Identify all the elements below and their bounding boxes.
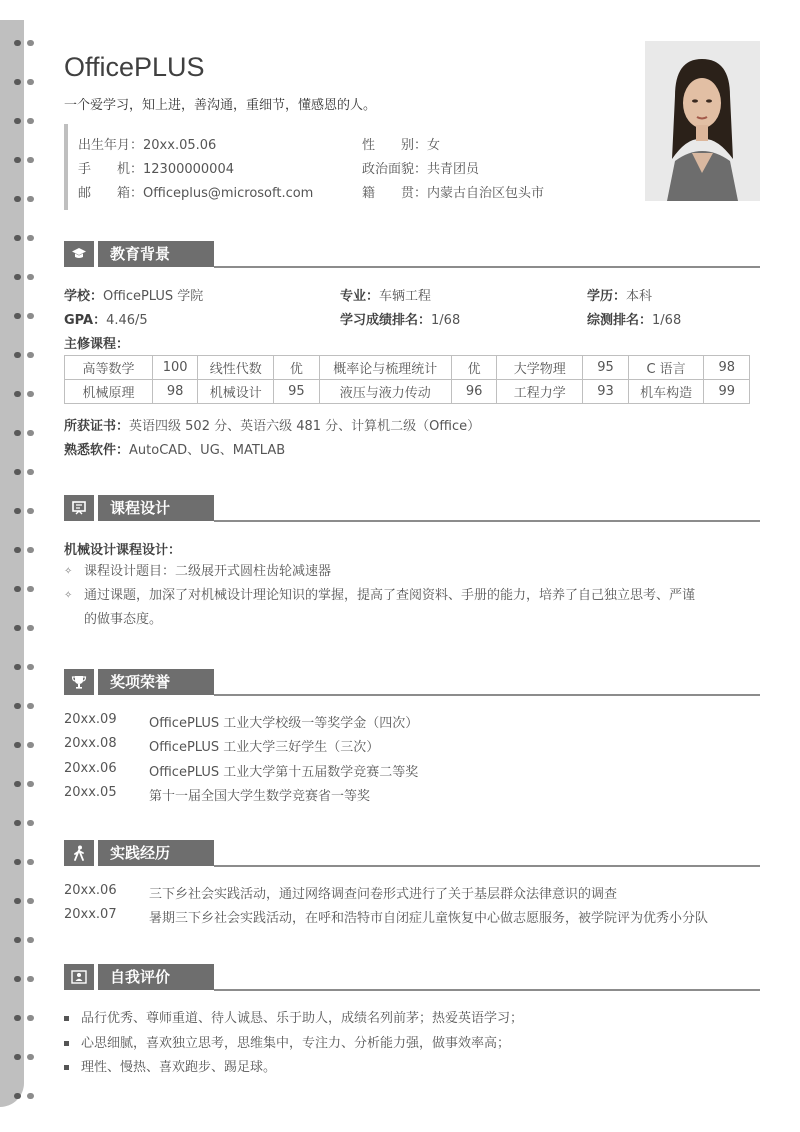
list-item: ✧ 课程设计题目：二级展开式圆柱齿轮减速器 xyxy=(64,560,754,584)
edu-degree: 学历：本科 xyxy=(587,289,653,304)
edu-software: 熟悉软件：AutoCAD、UG、MATLAB xyxy=(64,443,286,458)
edu-overall-rank: 综测排名：1/68 xyxy=(587,313,682,328)
list-item: 理性、慢热、喜欢跑步、踢足球。 xyxy=(64,1056,276,1075)
binding-ring xyxy=(14,740,38,750)
course-name: 机械原理 xyxy=(65,380,153,404)
section-self-eval-header xyxy=(64,964,760,992)
binding-ring xyxy=(14,896,38,906)
binding-ring xyxy=(14,272,38,282)
binding-ring xyxy=(14,779,38,789)
course-score: 96 xyxy=(451,380,496,404)
course-name: 机械设计 xyxy=(198,380,274,404)
binding-ring xyxy=(14,1052,38,1062)
course-name: 大学物理 xyxy=(497,356,583,380)
binding-ring xyxy=(14,1013,38,1023)
section-practice-title: 实践经历 xyxy=(98,840,214,866)
info-phone: 手 机：12300000004 xyxy=(78,162,234,177)
list-item: 品行优秀、尊师重道、待人诚恳、乐于助人，成绩名列前茅；热爱英语学习； xyxy=(64,1007,523,1026)
section-education-header xyxy=(64,241,760,269)
edu-rank: 学习成绩排名：1/68 xyxy=(340,313,461,328)
courses-table xyxy=(64,355,750,404)
square-bullet-icon xyxy=(64,1041,69,1046)
course-score: 98 xyxy=(704,356,750,380)
applicant-name: OfficePLUS xyxy=(64,52,205,82)
section-divider xyxy=(214,989,760,991)
info-accent-bar xyxy=(64,124,68,210)
course-name: 工程力学 xyxy=(497,380,583,404)
section-education-title: 教育背景 xyxy=(98,241,214,267)
course-score: 95 xyxy=(274,380,319,404)
course-name: 高等数学 xyxy=(65,356,153,380)
personal-motto: 一个爱学习，知上进，善沟通，重细节，懂感恩的人。 xyxy=(64,98,377,113)
person-card-icon xyxy=(64,964,94,990)
binding-ring xyxy=(14,38,38,48)
edu-courses-label: 主修课程： xyxy=(64,337,130,352)
binding-ring xyxy=(14,1091,38,1101)
list-item: ✧ 通过课题，加深了对机械设计理论知识的掌握，提高了查阅资料、手册的能力，培养了自己独立思考、严谨 xyxy=(64,584,754,608)
profile-photo xyxy=(645,41,760,201)
binding-ring xyxy=(14,77,38,87)
binding-ring xyxy=(14,116,38,126)
square-bullet-icon xyxy=(64,1065,69,1070)
section-course-design-title: 课程设计 xyxy=(98,495,214,521)
list-item-continuation: 的做事态度。 xyxy=(84,612,163,627)
trophy-icon xyxy=(64,669,94,695)
section-divider xyxy=(214,520,760,522)
binding-ring xyxy=(14,389,38,399)
edu-certificates: 所获证书：英语四级 502 分、英语六级 481 分、计算机二级（Office） xyxy=(64,419,481,434)
course-name: 概率论与梳理统计 xyxy=(319,356,451,380)
course-score: 优 xyxy=(451,356,496,380)
info-email: 邮 箱：Officeplus@microsoft.com xyxy=(78,186,314,201)
binding-ring xyxy=(14,194,38,204)
section-practice-header xyxy=(64,840,760,868)
section-self-eval-title: 自我评价 xyxy=(98,964,214,990)
edu-gpa: GPA：4.46/5 xyxy=(64,313,148,328)
edu-major: 专业：车辆工程 xyxy=(340,289,432,304)
section-divider xyxy=(214,694,760,696)
info-gender: 性 别：女 xyxy=(362,138,441,153)
table-row xyxy=(65,380,750,404)
binding-ring xyxy=(14,467,38,477)
binding-ring xyxy=(14,935,38,945)
binding-ring xyxy=(14,857,38,867)
course-design-subtitle: 机械设计课程设计： xyxy=(64,543,182,558)
table-row xyxy=(65,356,750,380)
course-name: 线性代数 xyxy=(198,356,274,380)
binding-ring xyxy=(14,662,38,672)
section-awards-header xyxy=(64,669,760,697)
binding-ring xyxy=(14,506,38,516)
info-hometown: 籍 贯：内蒙古自治区包头市 xyxy=(362,186,545,201)
walking-person-icon xyxy=(64,840,94,866)
course-score: 95 xyxy=(583,356,628,380)
binding-ring xyxy=(14,701,38,711)
binding-ring xyxy=(14,155,38,165)
square-bullet-icon xyxy=(64,1016,69,1021)
course-name: 液压与液力传动 xyxy=(319,380,451,404)
course-name: 机车构造 xyxy=(628,380,704,404)
section-course-design-header xyxy=(64,495,760,523)
binding-ring xyxy=(14,974,38,984)
diamond-bullet-icon: ✧ xyxy=(64,590,73,601)
info-political: 政治面貌：共青团员 xyxy=(362,162,480,177)
binding-ring xyxy=(14,350,38,360)
binding-ring xyxy=(14,311,38,321)
section-awards-title: 奖项荣誉 xyxy=(98,669,214,695)
edu-school: 学校：OfficePLUS 学院 xyxy=(64,289,204,304)
binding-ring xyxy=(14,818,38,828)
section-divider xyxy=(214,266,760,268)
binding-ring xyxy=(14,428,38,438)
graduation-cap-icon xyxy=(64,241,94,267)
binding-ring xyxy=(14,584,38,594)
presentation-board-icon xyxy=(64,495,94,521)
binding-ring xyxy=(14,233,38,243)
diamond-bullet-icon: ✧ xyxy=(64,566,73,577)
list-item: 心思细腻，喜欢独立思考，思维集中，专注力、分析能力强，做事效率高； xyxy=(64,1032,510,1051)
info-birth: 出生年月：20xx.05.06 xyxy=(78,138,217,153)
binding-ring xyxy=(14,545,38,555)
course-score: 100 xyxy=(152,356,197,380)
section-divider xyxy=(214,865,760,867)
course-name: C 语言 xyxy=(628,356,704,380)
binding-ring xyxy=(14,623,38,633)
course-score: 93 xyxy=(583,380,628,404)
course-score: 优 xyxy=(274,356,319,380)
course-score: 98 xyxy=(152,380,197,404)
course-score: 99 xyxy=(704,380,750,404)
